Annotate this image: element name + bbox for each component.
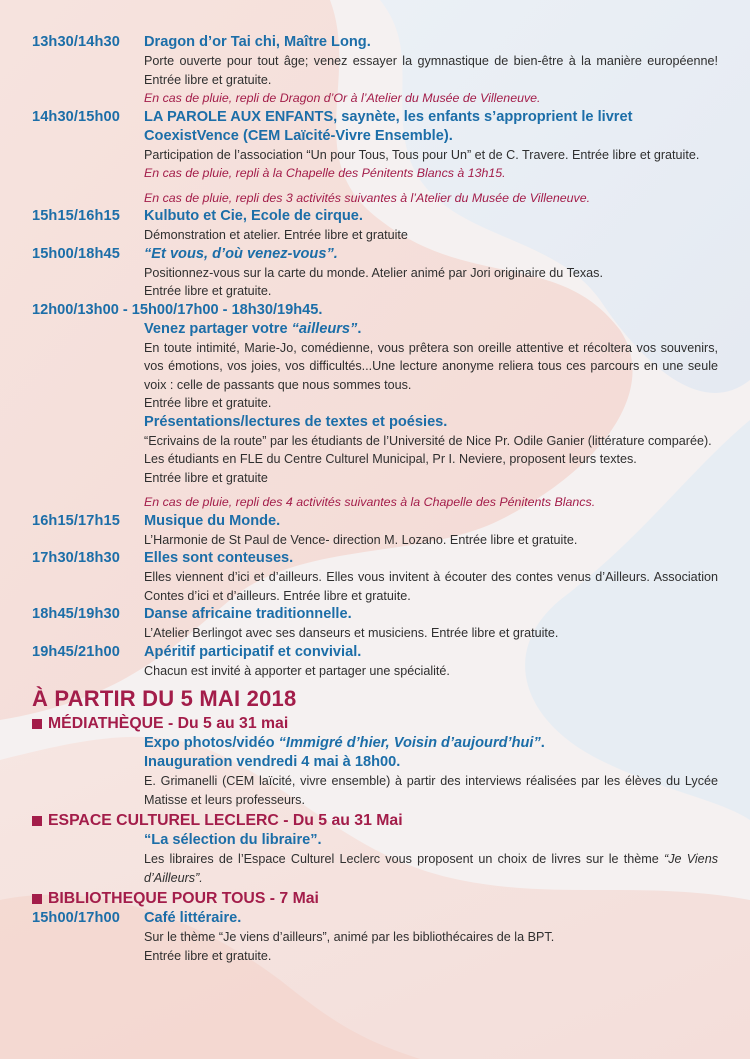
multi-time-slots: 12h00/13h00 - 15h00/17h00 - 18h30/19h45. [32, 301, 323, 318]
section-mediatheque [32, 714, 718, 734]
event-title: Café littéraire. [144, 910, 242, 926]
event-cafe-litteraire [32, 909, 718, 965]
event-title: Dragon d’or Tai chi, Maître Long. [144, 34, 371, 50]
event-description: L’Harmonie de St Paul de Vence- direction M. Lozano. Entrée libre et gratuite. [144, 532, 578, 547]
section-heading: BIBLIOTHEQUE POUR TOUS - 7 Mai [48, 890, 319, 907]
event-ailleurs [144, 320, 718, 488]
event-time: 15h00/18h45 [32, 245, 120, 262]
event-title: Danse africaine traditionnelle. [144, 606, 352, 622]
event-description: L’Atelier Berlingot avec ses danseurs et musiciens. Entrée libre et gratuite. [144, 626, 559, 640]
event-conteuses [32, 549, 718, 605]
event-title: “Et vous, d’où venez-vous”. [144, 245, 338, 262]
event-title: Présentations/lectures de textes et poésies. [144, 413, 448, 430]
event-parole-enfants [32, 108, 718, 183]
section-bibliotheque [32, 889, 718, 909]
event-musique [32, 512, 718, 550]
section-heading: MÉDIATHÈQUE - Du 5 au 31 mai [48, 715, 289, 732]
event-aperitif [32, 643, 718, 681]
event-title: LA PAROLE AUX ENFANTS, saynète, les enfants s’approprient le livret CoexistVence (CEM Laïcité-Vivre Ensemble). [144, 108, 633, 144]
event-description: Les libraires de l’Espace Culturel Leclerc vous proposent un choix de livres sur le thème “Je Viens d’Ailleurs”. [144, 852, 718, 885]
section-heading: ESPACE CULTUREL LECLERC - Du 5 au 31 Mai [48, 812, 403, 829]
event-description: Entrée libre et gratuite. [144, 948, 272, 963]
event-title: Venez partager votre “ailleurs”. [144, 320, 362, 337]
event-description: “Ecrivains de la route” par les étudiants de l’Université de Nice Pr. Odile Ganier (littérature comparée). [144, 433, 712, 448]
event-description: Entrée libre et gratuite. [144, 284, 272, 298]
event-title: Inauguration vendredi 4 mai à 18h00. [144, 754, 401, 770]
event-time: 13h30/14h30 [32, 34, 120, 50]
section-heading-from-date: À PARTIR DU 5 MAI 2018 [32, 686, 297, 711]
square-bullet-icon [32, 719, 42, 729]
event-title: “La sélection du libraire”. [144, 832, 322, 848]
event-description: Démonstration et atelier. Entrée libre et gratuite [144, 228, 408, 242]
event-time: 14h30/15h00 [32, 108, 120, 125]
square-bullet-icon [32, 894, 42, 904]
event-time: 18h45/19h30 [32, 606, 120, 622]
event-time: 15h00/17h00 [32, 910, 120, 926]
event-description: Les étudiants en FLE du Centre Culturel Municipal, Pr I. Neviere, proposent leurs textes. [144, 452, 637, 466]
event-tai-chi [32, 33, 718, 108]
event-time: 19h45/21h00 [32, 643, 120, 660]
event-description: Elles viennent d’ici et d’ailleurs. Elles vous invitent à écouter des contes venus d’Ailleurs. Association Contes d’ici et d’ailleurs. Entrée libre et gratuite. [144, 570, 718, 603]
event-et-vous [32, 245, 718, 301]
event-description: Participation de l’association “Un pour Tous, Tous pour Un” et de C. Travere. Entrée libre et gratuite. [144, 147, 700, 162]
rain-notice: En cas de pluie, repli de Dragon d’Or à l’Atelier du Musée de Villeneuve. [144, 91, 541, 105]
event-description: Chacun est invité à apporter et partager une spécialité. [144, 663, 450, 678]
square-bullet-icon [32, 816, 42, 826]
event-description: En toute intimité, Marie-Jo, comédienne, vous prêtera son oreille attentive et récoltera vos souvenirs, vos émotions, vos joies, vos difficultés...Une lecture anonyme reliera tous ces parcours en une seule voix : celle de passants que nous sommes tous. [144, 340, 718, 392]
event-description: Porte ouverte pour tout âge; venez essayer la gymnastique de bien-être à la manière européenne! Entrée libre et gratuite. [144, 54, 718, 87]
mediatheque-details [144, 734, 718, 809]
event-title: Musique du Monde. [144, 512, 281, 529]
section-espace-culturel [32, 811, 718, 831]
event-kulbuto [32, 207, 718, 245]
event-time: 15h15/16h15 [32, 208, 120, 224]
event-title: Apéritif participatif et convivial. [144, 643, 362, 660]
rain-notice-group: En cas de pluie, repli des 3 activités suivantes à l’Atelier du Musée de Villeneuve. [144, 190, 591, 205]
event-time: 16h15/17h15 [32, 512, 120, 529]
event-title: Kulbuto et Cie, Ecole de cirque. [144, 208, 363, 224]
espace-details [144, 831, 718, 887]
rain-notice: En cas de pluie, repli à la Chapelle des Pénitents Blancs à 13h15. [144, 166, 506, 180]
event-description: Entrée libre et gratuite. [144, 396, 272, 410]
event-title: Elles sont conteuses. [144, 550, 294, 566]
event-description: Entrée libre et gratuite [144, 470, 268, 485]
rain-notice-group: En cas de pluie, repli des 4 activités suivantes à la Chapelle des Pénitents Blancs. [144, 495, 596, 509]
event-time: 17h30/18h30 [32, 550, 120, 566]
event-description: Positionnez-vous sur la carte du monde. Atelier animé par Jori originaire du Texas. [144, 265, 603, 280]
event-title: Expo photos/vidéo “Immigré d’hier, Voisin d’aujourd’hui”. [144, 735, 545, 751]
event-danse [32, 605, 718, 643]
event-description: Sur le thème “Je viens d’ailleurs”, animé par les bibliothécaires de la BPT. [144, 930, 555, 944]
event-description: E. Grimanelli (CEM laïcité, vivre ensemble) à partir des interviews réalisées par les élèves du Lycée Matisse et leurs professeurs. [144, 774, 718, 807]
